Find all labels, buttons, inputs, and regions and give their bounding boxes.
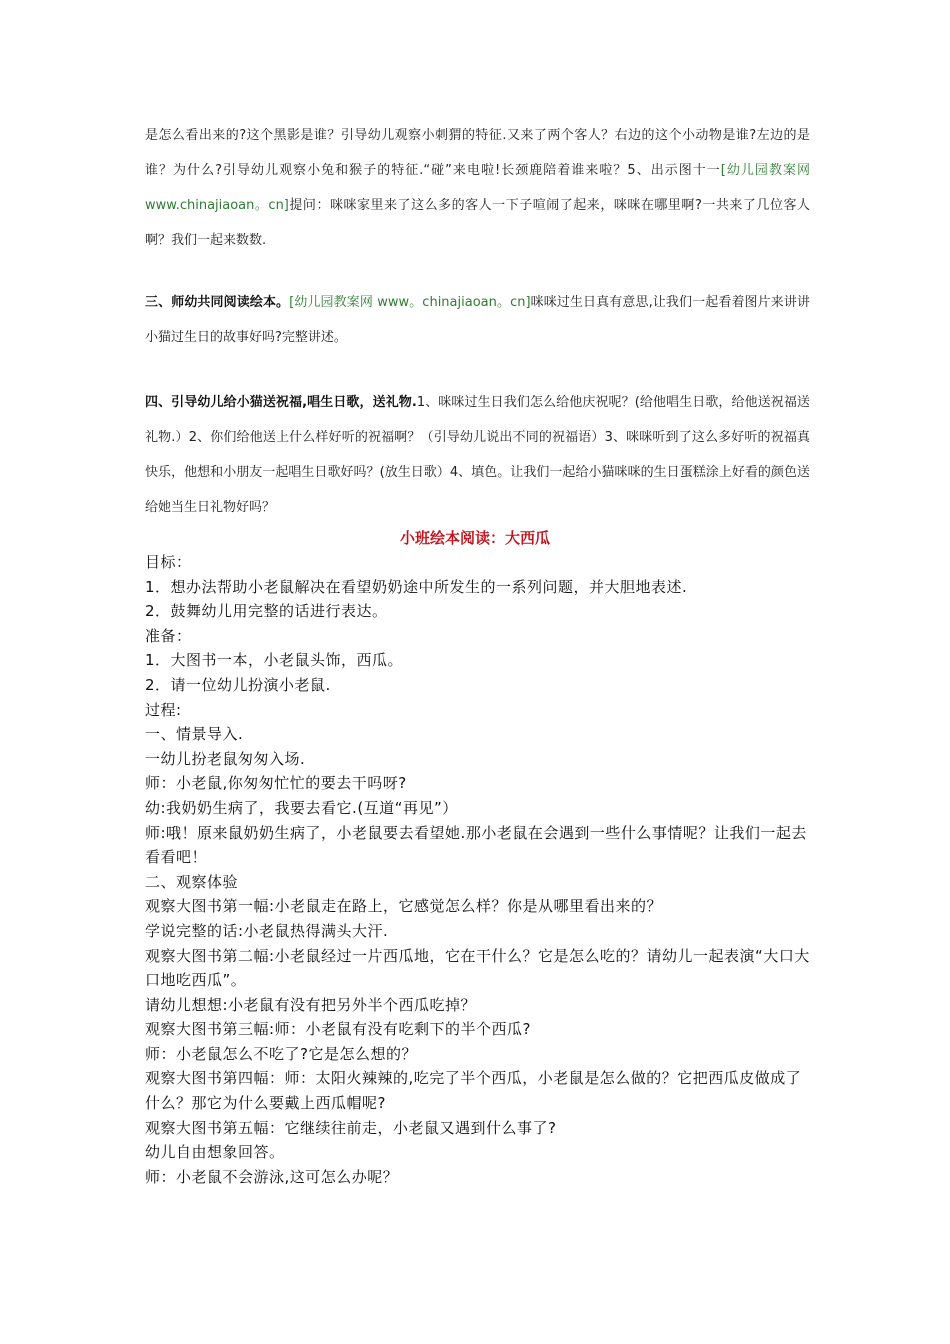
text-line: 过程:: [145, 700, 182, 719]
text-line: 幼儿自由想象回答。: [145, 1143, 285, 1162]
text-line: 请幼儿想想:小老鼠有没有把另外半个西瓜吃掉？: [145, 995, 477, 1014]
paragraph-story-reading: [145, 118, 810, 258]
paragraph-text: 1、咪咪过生日我们怎么给他庆祝呢？(给他唱生日歌，给他送祝福送礼物.）2、你们给他送上什么样好听的祝福啊？（引导幼儿说出不同的祝福语）3、咪咪听到了这么多好听的祝福真快乐，他想和小朋友一起唱生日歌好吗？(放生日歌）4、填色。让我们一起给小猫咪咪的生日蛋糕涂上好看的颜色送给她当生日礼物好吗？: [145, 395, 810, 515]
text-line: 目标：: [145, 553, 192, 571]
lesson-body: [145, 550, 810, 1189]
text-line: 2．请一位幼儿扮演小老鼠.: [145, 675, 331, 694]
text-line: 2．鼓舞幼儿用完整的话进行表达。: [145, 602, 388, 621]
text-line: 幼:我奶奶生病了，我要去看它.(互道“再见”）: [145, 798, 458, 817]
text-line: 1．大图书一本，小老鼠头饰，西瓜。: [145, 651, 404, 670]
text-line: 师:哦！原来鼠奶奶生病了，小老鼠要去看望她.那小老鼠在会遇到一些什么事情呢？让我们一起去看看吧！: [145, 823, 807, 867]
lesson-title: 小班绘本阅读：大西瓜: [399, 529, 550, 547]
paragraph-section-four: [145, 385, 810, 525]
paragraph-text: 提问：咪咪家里来了这么多的客人一下子喧闹了起来，咪咪在哪里啊?一共来了几位客人啊？我们一起来数数.: [145, 198, 810, 248]
section-heading: 三、师幼共同阅读绘本。: [145, 295, 290, 310]
text-line: 一、情景导入.: [145, 725, 244, 744]
text-line: 师：小老鼠怎么不吃了?它是怎么想的？: [145, 1044, 417, 1063]
website-link[interactable]: [幼儿园教案网 www。chinajiaoan。cn]: [289, 295, 531, 310]
paragraph-text: 是怎么看出来的?这个黑影是谁？引导幼儿观察小刺猬的特征.又来了两个客人？右边的这个小动物是谁?左边的是谁？为什么?引导幼儿观察小兔和猴子的特征.“碰”来电啦!长颈鹿陪着谁来啦？5、出示图十一: [145, 128, 810, 178]
text-line: 一幼儿扮老鼠匆匆入场.: [145, 749, 306, 768]
text-line: 观察大图书第五幅：它继续往前走，小老鼠又遇到什么事了?: [145, 1118, 557, 1137]
text-line: 观察大图书第四幅：师：太阳火辣辣的,吃完了半个西瓜，小老鼠是怎么做的？它把西瓜皮做成了什么？那它为什么要戴上西瓜帽呢?: [145, 1069, 802, 1113]
text-line: 师：小老鼠不会游泳,这可怎么办呢？: [145, 1167, 399, 1186]
text-line: 学说完整的话:小老鼠热得满头大汗.: [145, 921, 389, 940]
paragraph-section-three: [145, 285, 810, 355]
text-line: 二、观察体验: [145, 872, 239, 891]
website-link[interactable]: [幼儿园教案网 www.chinajiaoan。cn]: [145, 163, 810, 213]
text-line: 1．想办法帮助小老鼠解决在看望奶奶途中所发生的一系列问题，并大胆地表述.: [145, 577, 688, 596]
paragraph-text: 咪咪过生日真有意思,让我们一起看着图片来讲讲小猫过生日的故事好吗?完整讲述。: [145, 295, 810, 345]
text-line: 观察大图书第二幅:小老鼠经过一片西瓜地，它在干什么？它是怎么吃的？请幼儿一起表演“大口大口地吃西瓜”。: [145, 946, 810, 990]
text-line: 师：小老鼠,你匆匆忙忙的要去干吗呀?: [145, 774, 407, 793]
text-line: 观察大图书第三幅:师：小老鼠有没有吃剩下的半个西瓜?: [145, 1020, 532, 1039]
text-line: 观察大图书第一幅:小老鼠走在路上，它感觉怎么样？你是从哪里看出来的？: [145, 897, 663, 916]
text-line: 准备：: [145, 626, 192, 645]
section-heading: 四、引导幼儿给小猫送祝福,唱生日歌，送礼物.: [145, 395, 417, 410]
